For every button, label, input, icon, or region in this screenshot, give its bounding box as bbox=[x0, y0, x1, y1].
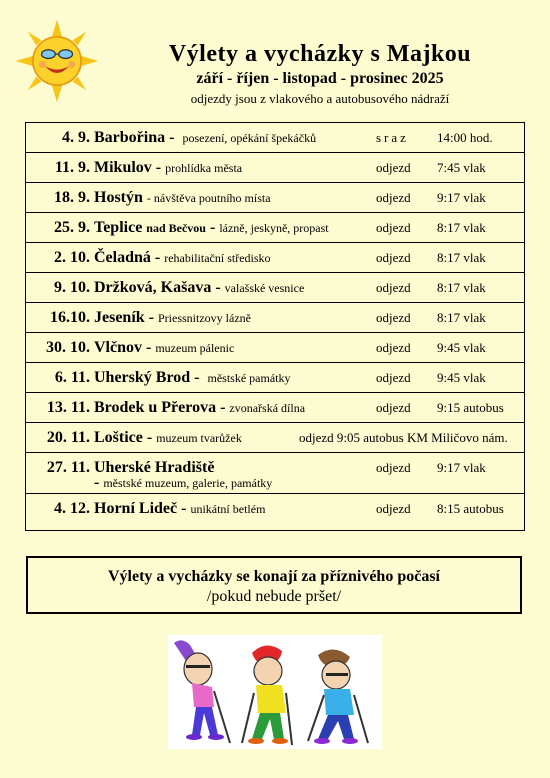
trip-time: 9:45 vlak bbox=[437, 370, 486, 385]
page-subtitle: září - říjen - listopad - prosinec 2025 bbox=[196, 70, 444, 87]
trip-time: 8:15 autobus bbox=[437, 501, 504, 516]
table-row bbox=[26, 363, 524, 393]
nordic-walkers-illustration bbox=[168, 635, 382, 749]
trip-date: 11. 9. bbox=[54, 159, 90, 176]
table-row bbox=[26, 423, 524, 453]
table-row bbox=[26, 183, 524, 213]
trip-description: rehabilitační středisko bbox=[164, 251, 271, 265]
trip-description: muzeum tvarůžek bbox=[156, 431, 242, 445]
trip-place: Uherské Hradiště bbox=[94, 459, 215, 476]
trip-time: 8:17 vlak bbox=[437, 220, 486, 235]
trip-description: lázně, jeskyně, propast bbox=[219, 221, 329, 235]
trip-date: 16.10. bbox=[50, 309, 90, 326]
trip-time: 9:17 vlak bbox=[437, 460, 486, 475]
trip-description: Priessnitzovy lázně bbox=[158, 311, 251, 325]
trip-date: 4. 12. bbox=[54, 500, 90, 517]
trip-time: 9:15 autobus bbox=[437, 400, 504, 415]
trip-label: odjezd bbox=[376, 280, 411, 295]
departure-note: odjezdy jsou z vlakového a autobusového nádraží bbox=[190, 91, 450, 106]
trip-label: odjezd bbox=[376, 220, 411, 235]
trip-description: zvonařská dílna bbox=[229, 401, 306, 415]
page-header bbox=[100, 40, 540, 107]
trip-label: odjezd bbox=[376, 310, 411, 325]
trip-date: 20. 11. bbox=[46, 429, 90, 446]
trip-time: 9:45 vlak bbox=[437, 340, 486, 355]
trip-place: Vlčnov - muzeum pálenic bbox=[94, 339, 235, 356]
trip-description: muzeum pálenic bbox=[155, 341, 235, 355]
table-row bbox=[26, 273, 524, 303]
trip-description: valašské vesnice bbox=[224, 281, 305, 295]
trip-label: odjezd bbox=[376, 190, 411, 205]
table-row bbox=[26, 303, 524, 333]
trip-date: 13. 11. bbox=[46, 399, 90, 416]
trip-date: 6. 11. bbox=[54, 369, 90, 386]
trip-label: sraz bbox=[376, 130, 409, 145]
trip-place: Čeladná - rehabilitační středisko bbox=[94, 249, 271, 266]
trip-place: Mikulov - prohlídka města bbox=[94, 159, 243, 176]
trip-departure: odjezd 9:05 autobus KM Miličovo nám. bbox=[299, 430, 508, 445]
trip-place: Držková, Kašava - valašské vesnice bbox=[94, 279, 305, 296]
trip-time: 8:17 vlak bbox=[437, 250, 486, 265]
notice-line-1: Výlety a vycházky se konají za příznivého počasí bbox=[108, 568, 440, 585]
table-row bbox=[26, 123, 524, 153]
trip-time: 14:00 hod. bbox=[437, 130, 493, 145]
table-row bbox=[26, 333, 524, 363]
trip-description: prohlídka města bbox=[165, 161, 243, 175]
trip-description: - městské muzeum, galerie, památky bbox=[94, 474, 273, 491]
trip-label: odjezd bbox=[376, 340, 411, 355]
trip-description: posezení, opékání špekáčků bbox=[182, 131, 317, 145]
trip-label: odjezd bbox=[376, 400, 411, 415]
trip-date: 25. 9. bbox=[54, 219, 90, 236]
table-row bbox=[26, 453, 524, 494]
trip-place: Barbořina - posezení, opékání špekáčků bbox=[94, 129, 317, 146]
trip-time: 8:17 vlak bbox=[437, 280, 486, 295]
trip-place: Teplice nad Bečvou - lázně, jeskyně, propast bbox=[94, 219, 329, 236]
trip-date: 4. 9. bbox=[62, 129, 90, 146]
trip-date: 27. 11. bbox=[46, 459, 90, 476]
trip-date: 18. 9. bbox=[54, 189, 90, 206]
trip-place: Uherský Brod - městské památky bbox=[94, 369, 291, 386]
trip-description: městské památky bbox=[207, 371, 291, 385]
trip-place: Horní Lideč - unikátní betlém bbox=[94, 500, 266, 517]
trip-time: 7:45 vlak bbox=[437, 160, 486, 175]
table-row bbox=[26, 393, 524, 423]
notice-line-2: /pokud nebude pršet/ bbox=[206, 588, 342, 605]
trip-place: Loštice - muzeum tvarůžek bbox=[94, 429, 242, 446]
trip-place: Brodek u Přerova - zvonařská dílna bbox=[94, 399, 306, 416]
trip-date: 9. 10. bbox=[54, 279, 90, 296]
trip-label: odjezd bbox=[376, 460, 411, 475]
trip-time: 9:17 vlak bbox=[437, 190, 486, 205]
trip-description: návštěva poutního místa bbox=[153, 191, 271, 205]
trip-schedule-table bbox=[25, 122, 525, 531]
trip-label: odjezd bbox=[376, 370, 411, 385]
page-title: Výlety a vycházky s Majkou bbox=[168, 41, 472, 67]
weather-notice bbox=[26, 556, 522, 614]
table-row bbox=[26, 494, 524, 530]
trip-place: Hostýn - návštěva poutního místa bbox=[94, 189, 271, 206]
table-row bbox=[26, 243, 524, 273]
trip-description: unikátní betlém bbox=[190, 502, 266, 516]
trip-date: 30. 10. bbox=[46, 339, 90, 356]
trip-place: Jeseník - Priessnitzovy lázně bbox=[94, 309, 251, 326]
smiling-sun-icon bbox=[14, 18, 100, 104]
trip-date: 2. 10. bbox=[54, 249, 90, 266]
table-row bbox=[26, 213, 524, 243]
trip-time: 8:17 vlak bbox=[437, 310, 486, 325]
table-row bbox=[26, 153, 524, 183]
trip-label: odjezd bbox=[376, 160, 411, 175]
trip-label: odjezd bbox=[376, 501, 411, 516]
trip-label: odjezd bbox=[376, 250, 411, 265]
